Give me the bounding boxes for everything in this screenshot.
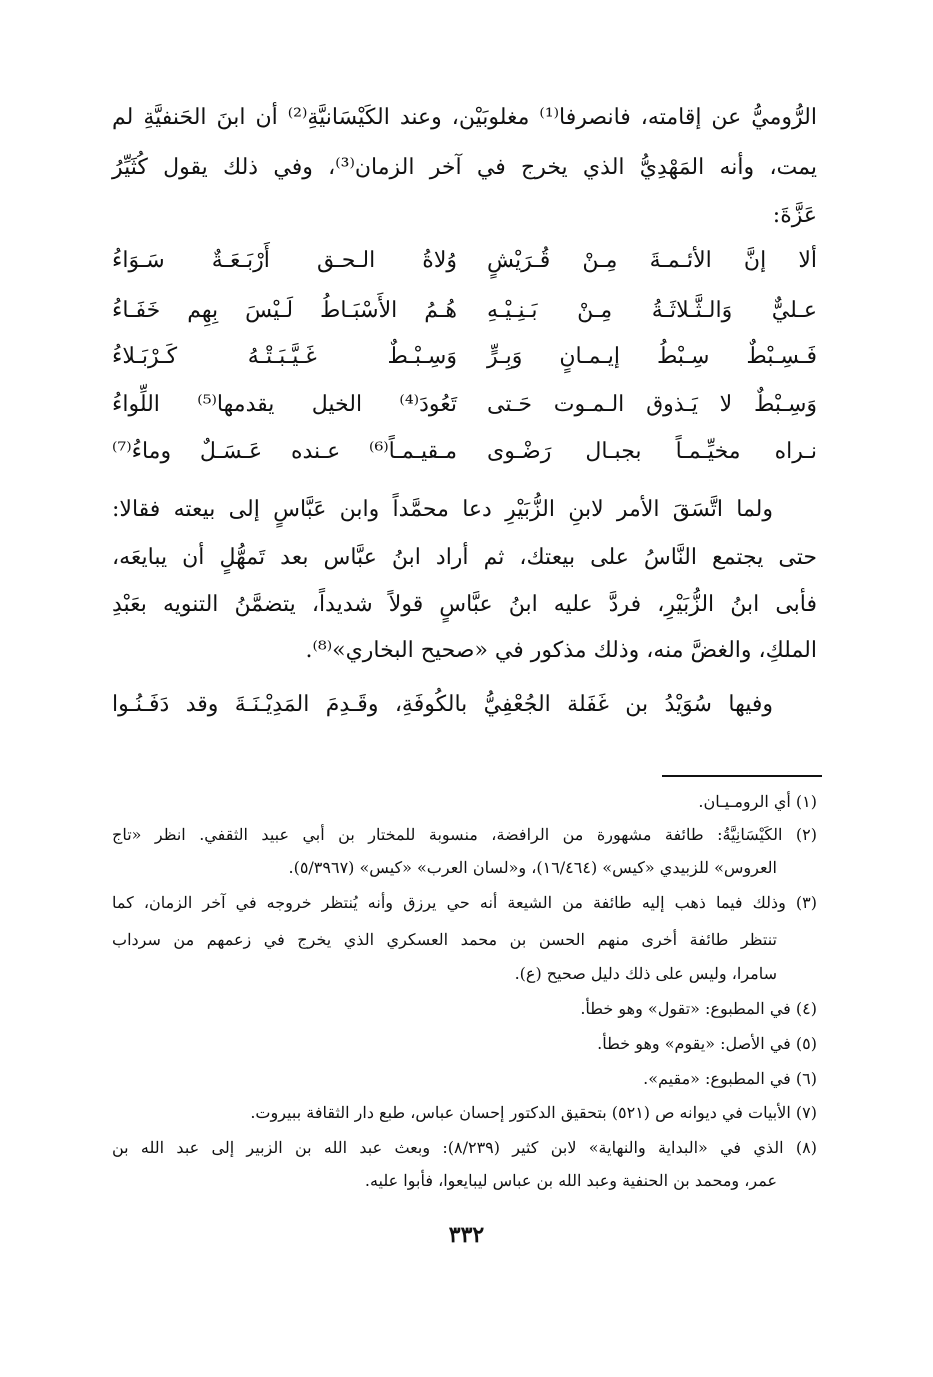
verse-3-second-hemistich: وَسِـبْـطٌ غَـيَّـبَـتْـهُ كَـرْبَـلاءُ xyxy=(112,344,457,369)
verse-5-first-hemistich: نـراه مخيِّـمـاً بجبـال رَضْـوى xyxy=(487,439,817,464)
paragraph-2-line-2: حتى يجتمع النَّاسُ على بيعتك، ثم أراد ابنُ عبَّاس بعد تَمهُّلٍ أن يبايعَه، xyxy=(112,545,817,570)
body-line-3: عَزَّةَ: xyxy=(772,203,817,228)
page-number: ٣٣٢ xyxy=(448,1222,485,1248)
verse-2-second-hemistich: هُـمُ الأَسْبَـاطُ لَـيْسَ بِهِم خَفَـاءُ xyxy=(112,298,457,323)
paragraph-2-line-3: فأبى ابنُ الزُّبَيْرِ، فردَّ عليه ابنُ عبَّاسٍ قولاً شديداً، يتضمَّنُ التنويه بعَبْدِ xyxy=(112,592,817,617)
footnote-7: (٧) الأبيات في ديوانه ص (٥٢١) بتحقيق الدكتور إحسان عباس، طبع دار الثقافة ببيروت. xyxy=(250,1103,817,1122)
verse-2 xyxy=(112,294,817,328)
verse-3-first-hemistich: فَـسِـبْطٌ سِـبْطُ إيـمـانٍ وَبِـرٍّ xyxy=(487,344,817,369)
footnote-separator xyxy=(662,775,822,777)
paragraph-3-line-1: وفيها سُوَيْدُ بن غَفَلة الجُعْفِيُّ بالكُوفَةِ، وقَـدِمَ المَدِيْـنَـةَ وقد دَفَـنُـوا xyxy=(112,692,773,717)
verse-4-first-hemistich: وَسِـبْطٌ لا يَـذوق الـمـوت حَـتى xyxy=(487,392,817,417)
body-line-1: الرُّوميُّ عن إقامته، فانصرفا⁽¹⁾ مغلوبَيْن، وعند الكَيْسَانيَّةِ⁽²⁾ أن ابنَ الحَنفيَّةِ لم xyxy=(112,105,817,130)
footnote-5: (٥) في الأصل: «يقوم» وهو خطأ. xyxy=(597,1034,817,1053)
verse-5-second-hemistich: مـقيـمـاً⁽⁶⁾ عـنده عَـسَـلٌ وماءُ⁽⁷⁾ xyxy=(112,439,457,464)
verse-2-first-hemistich: عـليٌّ وَالـثَّـلاثَـةُ مِـنْ بَـنِـيْـهِ xyxy=(487,298,817,323)
footnote-6: (٦) في المطبوع: «مقيم». xyxy=(643,1069,817,1088)
footnote-2-continuation: العروس» للزبيدي «كيس» (١٦/٤٦٤)، و«لسان العرب» «كيس» (٥/٣٩٦٧). xyxy=(288,858,777,877)
footnote-3: (٣) وذلك فيما ذهب إليه طائفة من الشيعة أنه حي يرزق وأنه يُنتظر خروجه في آخر الزمان، كما xyxy=(112,893,817,912)
footnote-4: (٤) في المطبوع: «تقول» وهو خطأ. xyxy=(580,999,817,1018)
paragraph-2-line-1: ولما اتَّسَقَ الأمر لابنِ الزُّبَيْرِ دعا محمَّداً وابن عَبَّاسٍ إلى بيعته فقالا: xyxy=(112,497,773,522)
footnote-1: (١) أي الرومـيـان. xyxy=(698,792,817,811)
verse-5 xyxy=(112,435,817,469)
footnote-8: (٨) الذي في «البداية والنهاية» لابن كثير (٨/٢٣٩): وبعث عبد الله بن الزبير إلى عبد الله بن xyxy=(112,1138,817,1157)
footnote-3-continuation-1: تنتظر طائفة أخرى منهم الحسن بن محمد العسكري الذي يخرج في زعمهم من سرداب xyxy=(112,930,777,949)
verse-4-second-hemistich: تَعُودَ⁽⁴⁾ الخيل يقدمها⁽⁵⁾ اللِّواءُ xyxy=(112,392,457,417)
verse-3 xyxy=(112,340,817,374)
paragraph-2-line-4: الملكِ، والغضَّ منه، وذلك مذكور في «صحيح البخاري»⁽⁸⁾. xyxy=(305,638,817,663)
verse-4 xyxy=(112,388,817,422)
footnote-8-continuation: عمر، ومحمد بن الحنفية وعبد الله بن عباس ليبايعوا، فأبوا عليه. xyxy=(364,1171,777,1190)
footnote-2: (٢) الكَيْسَانِيَّةُ: طائفة مشهورة من الرافضة، منسوبة للمختار بن أبي عبيد الثقفي. انظر «تاج xyxy=(112,825,817,844)
verse-1-second-hemistich: وُلاةُ الـحـق أَرْبَـعَـةٌ سَـوَاءُ xyxy=(112,248,457,273)
footnote-3-continuation-2: سامرا، وليس على ذلك دليل صحيح (ع). xyxy=(514,964,777,983)
verse-1 xyxy=(112,244,817,278)
body-line-2: يمت، وأنه المَهْدِيُّ الذي يخرج في آخر الزمان⁽³⁾، وفي ذلك يقول كُثَيِّرُ xyxy=(112,155,817,180)
verse-1-first-hemistich: ألا إنَّ الأئـمـةَ مِـنْ قُـرَيْشٍ xyxy=(487,248,817,273)
